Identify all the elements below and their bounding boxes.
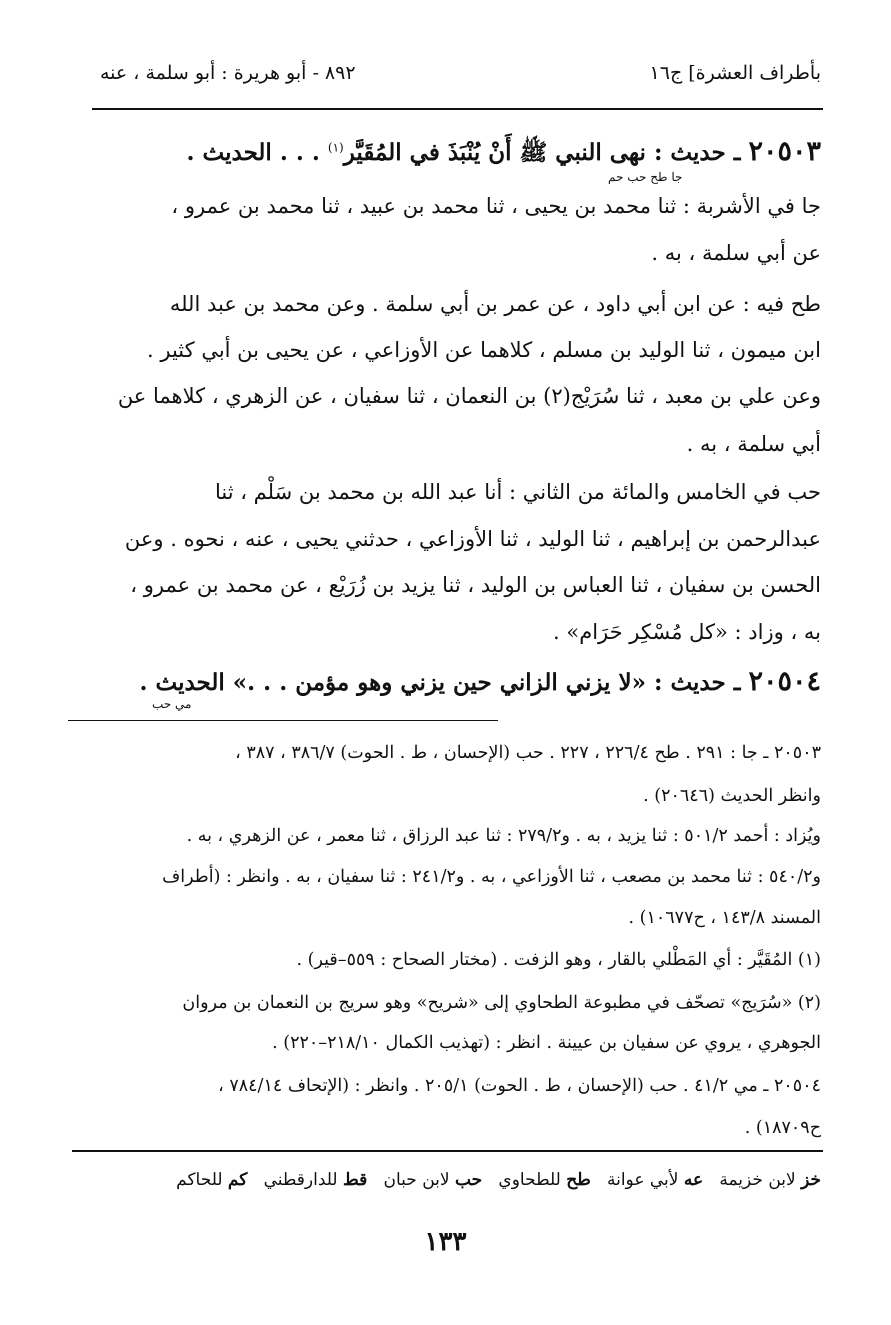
running-head-title: بأطراف العشرة] ج١٦ [649,62,821,84]
key-item: طح للطحاوي [498,1170,591,1190]
abbreviation-key [176,1170,821,1190]
footnote-ref: (١) [327,140,344,155]
hadith-heading-20504 [139,666,821,697]
hadith-sigla: مي حب [152,697,192,711]
text-line: طح فيه : عن ابن أبي داود ، عن عمر بن أبي سلمة . وعن محمد بن عبد الله [169,292,821,316]
key-item: عه لأبي عوانة [606,1170,704,1190]
text-line: عبدالرحمن بن إبراهيم ، ثنا الوليد ، ثنا الأوزاعي ، حدثني يحيى ، عنه ، نحوه . وعن [124,527,821,551]
text-line: حب في الخامس والمائة من الثاني : أنا عبد الله بن محمد بن سَلْم ، ثنا [214,480,821,504]
hadith-number: ٢٠٥٠٤ [748,666,821,697]
hadith-number: ٢٠٥٠٣ [748,136,821,167]
footnote-line: (٢) «سُرَيج» تصحّف في مطبوعة الطحاوي إلى «شريح» وهو سريج بن النعمان بن مروان [182,993,821,1013]
footnote-line: وانظر الحديث (٢٠٦٤٦) . [643,786,821,806]
text-line: به ، وزاد : «كل مُسْكِر حَرَام» . [553,620,821,644]
footnote-line: و٥٤٠/٢ : ثنا محمد بن مصعب ، ثنا الأوزاعي ، به . و٢٤١/٢ : ثنا سفيان ، به . وانظر : (أطراف [162,867,821,887]
hadith-title: ـ حديث : «لا يزني الزاني حين يزني وهو مؤمن . . .» الحديث . [139,669,741,696]
footnote-rule [68,720,498,721]
hadith-tail: . . . الحديث . [186,139,320,166]
key-item: حب لابن حبان [383,1170,483,1190]
text-line: عن أبي سلمة ، به . [651,241,821,265]
footnote-line: الجوهري ، يروي عن سفيان بن عيينة . انظر : (تهذيب الكمال ٢١٨/١٠–٢٢٠) . [272,1033,821,1053]
footnote-line: (١) المُقَيَّر : أي المَطْلي بالقار ، وهو الزفت . (مختار الصحاح : ٥٥٩–قير) . [296,950,821,970]
text-line: جا في الأشربة : ثنا محمد بن يحيى ، ثنا محمد بن عبيد ، ثنا محمد بن عمرو ، [171,194,821,218]
text-line: وعن علي بن معبد ، ثنا سُرَيْج(٢) بن النعمان ، ثنا سفيان ، عن الزهري ، كلاهما عن [117,384,821,408]
text-line: ابن ميمون ، ثنا الوليد بن مسلم ، كلاهما عن الأوزاعي ، عن يحيى بن أبي كثير . [147,338,821,362]
header-rule [92,108,823,110]
footnote-line: ٢٠٥٠٤ ـ مي ٤١/٢ . حب (الإحسان ، ط . الحوت) ٢٠٥/١ . وانظر : (الإتحاف ٧٨٤/١٤ ، [218,1076,821,1096]
footnote-line: المسند ١٤٣/٨ ، ح١٠٦٧٧) . [628,908,821,928]
key-item: كم للحاكم [176,1170,248,1190]
key-item: قط للدارقطني [263,1170,368,1190]
page-number: ١٣٣ [424,1227,467,1257]
footnote-line: ح١٨٧٠٩) . [744,1118,821,1138]
text-line: أبي سلمة ، به . [686,432,821,456]
running-head-section: ٨٩٢ - أبو هريرة : أبو سلمة ، عنه [100,62,356,84]
hadith-title: ـ حديث : نهى النبي ﷺ أَنْ يُنْبَذَ في المُقَيَّر [343,139,741,166]
key-item: خز لابن خزيمة [719,1170,821,1190]
footnote-line: ٢٠٥٠٣ ـ جا : ٢٩١ . طح ٢٢٦/٤ ، ٢٢٧ . حب (الإحسان ، ط . الحوت) ٣٨٦/٧ ، ٣٨٧ ، [235,743,821,763]
text-line: الحسن بن سفيان ، ثنا العباس بن الوليد ، ثنا يزيد بن زُرَيْع ، عن محمد بن عمرو ، [130,573,821,597]
footnote-line: ويُزاد : أحمد ٥٠١/٢ : ثنا يزيد ، به . و٢٧٩/٢ : ثنا عبد الرزاق ، ثنا معمر ، عن الزهري ، به . [186,826,821,846]
key-rule [72,1150,823,1152]
hadith-heading-20503 [187,136,822,172]
hadith-sigla: جا طح حب حم [608,170,683,184]
